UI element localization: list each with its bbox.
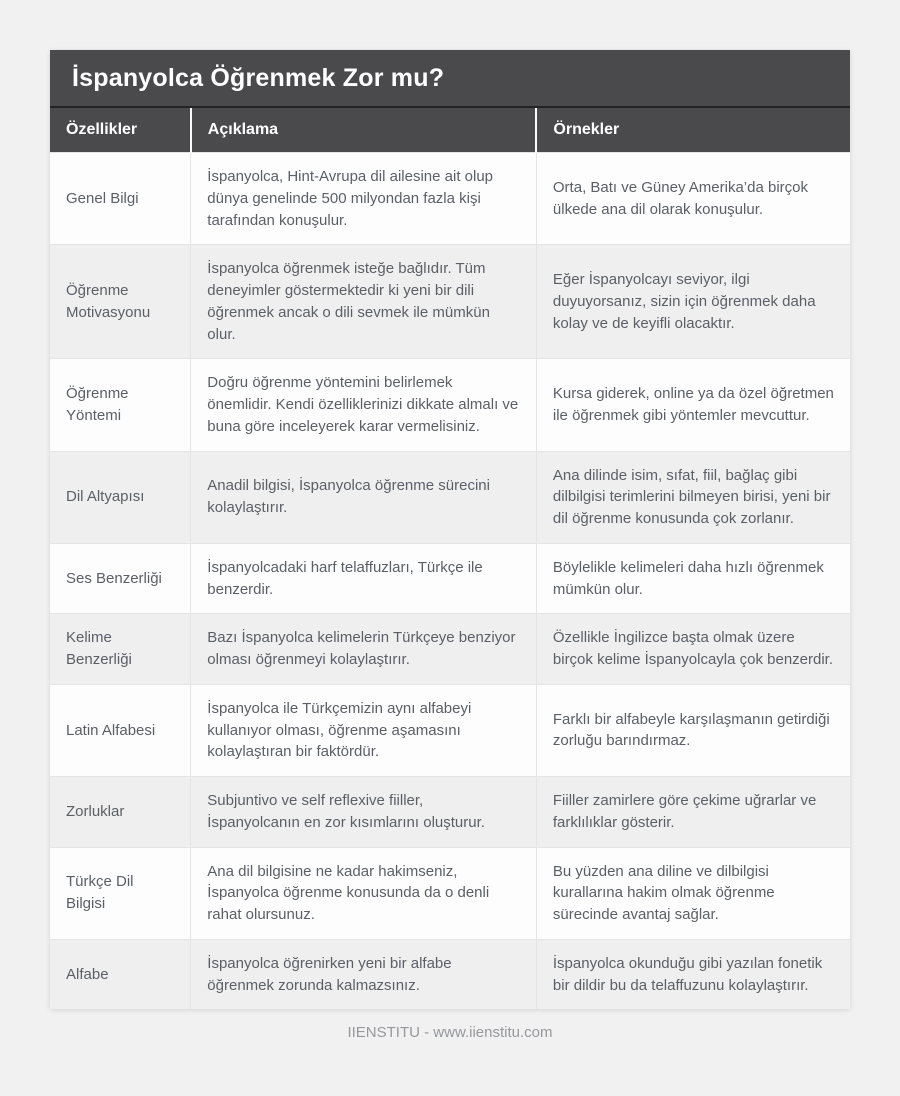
description-cell: Ana dil bilgisine ne kadar hakimseniz, İspanyolca öğrenme konusunda da o denli rahat olursunuz. — [191, 847, 537, 939]
table-row — [50, 359, 850, 451]
example-cell: Eğer İspanyolcayı seviyor, ilgi duyuyorsanız, sizin için öğrenmek daha kolay ve de keyifli olacaktır. — [536, 245, 850, 359]
example-cell: Bu yüzden ana diline ve dilbilgisi kurallarına hakim olmak öğrenme sürecinde avantaj sağlar. — [536, 847, 850, 939]
table-row — [50, 451, 850, 543]
feature-cell: Zorluklar — [50, 777, 191, 848]
description-cell: Bazı İspanyolca kelimelerin Türkçeye benziyor olması öğrenmeyi kolaylaştırır. — [191, 614, 537, 685]
table-row — [50, 777, 850, 848]
table-row — [50, 847, 850, 939]
table-row — [50, 684, 850, 776]
table-body — [50, 153, 850, 1010]
features-table — [50, 108, 850, 1009]
table-row — [50, 153, 850, 245]
description-cell: İspanyolca ile Türkçemizin aynı alfabeyi kullanıyor olması, öğrenme aşamasını kolaylaştıran bir faktördür. — [191, 684, 537, 776]
feature-cell: Türkçe Dil Bilgisi — [50, 847, 191, 939]
description-cell: İspanyolca, Hint-Avrupa dil ailesine ait olup dünya genelinde 500 milyondan fazla kişi tarafından konuşulur. — [191, 153, 537, 245]
column-header-description: Açıklama — [191, 108, 537, 153]
example-cell: Kursa giderek, online ya da özel öğretmen ile öğrenmek gibi yöntemler mevcuttur. — [536, 359, 850, 451]
table-row — [50, 245, 850, 359]
feature-cell: Alfabe — [50, 939, 191, 1009]
spanish-learning-card — [50, 50, 850, 1009]
example-cell: İspanyolca okunduğu gibi yazılan fonetik bir dildir bu da telaffuzunu kolaylaştırır. — [536, 939, 850, 1009]
feature-cell: Genel Bilgi — [50, 153, 191, 245]
table-header-row — [50, 108, 850, 153]
column-header-features: Özellikler — [50, 108, 191, 153]
example-cell: Ana dilinde isim, sıfat, fiil, bağlaç gibi dilbilgisi terimlerini bilmeyen birisi, yeni bir dil öğrenme konusunda çok zorlanır. — [536, 451, 850, 543]
table-header — [50, 108, 850, 153]
feature-cell: Kelime Benzerliği — [50, 614, 191, 685]
column-header-examples: Örnekler — [536, 108, 850, 153]
feature-cell: Dil Altyapısı — [50, 451, 191, 543]
feature-cell: Öğrenme Yöntemi — [50, 359, 191, 451]
description-cell: Subjuntivo ve self reflexive fiiller, İspanyolcanın en zor kısımlarını oluşturur. — [191, 777, 537, 848]
description-cell: İspanyolca öğrenmek isteğe bağlıdır. Tüm deneyimler göstermektedir ki yeni bir dili öğrenmek ancak o dili sevmek ile mümkün olur. — [191, 245, 537, 359]
feature-cell: Öğrenme Motivasyonu — [50, 245, 191, 359]
table-row — [50, 543, 850, 614]
feature-cell: Latin Alfabesi — [50, 684, 191, 776]
feature-cell: Ses Benzerliği — [50, 543, 191, 614]
description-cell: İspanyolca öğrenirken yeni bir alfabe öğrenmek zorunda kalmazsınız. — [191, 939, 537, 1009]
table-row — [50, 614, 850, 685]
table-row — [50, 939, 850, 1009]
example-cell: Böylelikle kelimeleri daha hızlı öğrenmek mümkün olur. — [536, 543, 850, 614]
description-cell: Doğru öğrenme yöntemini belirlemek önemlidir. Kendi özelliklerinizi dikkate almalı ve buna göre inceleyerek karar vermelisiniz. — [191, 359, 537, 451]
description-cell: İspanyolcadaki harf telaffuzları, Türkçe ile benzerdir. — [191, 543, 537, 614]
page-title: İspanyolca Öğrenmek Zor mu? — [50, 50, 850, 108]
description-cell: Anadil bilgisi, İspanyolca öğrenme sürecini kolaylaştırır. — [191, 451, 537, 543]
example-cell: Fiiller zamirlere göre çekime uğrarlar ve farklılıklar gösterir. — [536, 777, 850, 848]
example-cell: Orta, Batı ve Güney Amerika’da birçok ülkede ana dil olarak konuşulur. — [536, 153, 850, 245]
example-cell: Farklı bir alfabeyle karşılaşmanın getirdiği zorluğu barındırmaz. — [536, 684, 850, 776]
example-cell: Özellikle İngilizce başta olmak üzere birçok kelime İspanyolcayla çok benzerdir. — [536, 614, 850, 685]
footer-credit: IIENSTITU - www.iienstitu.com — [347, 1024, 553, 1041]
